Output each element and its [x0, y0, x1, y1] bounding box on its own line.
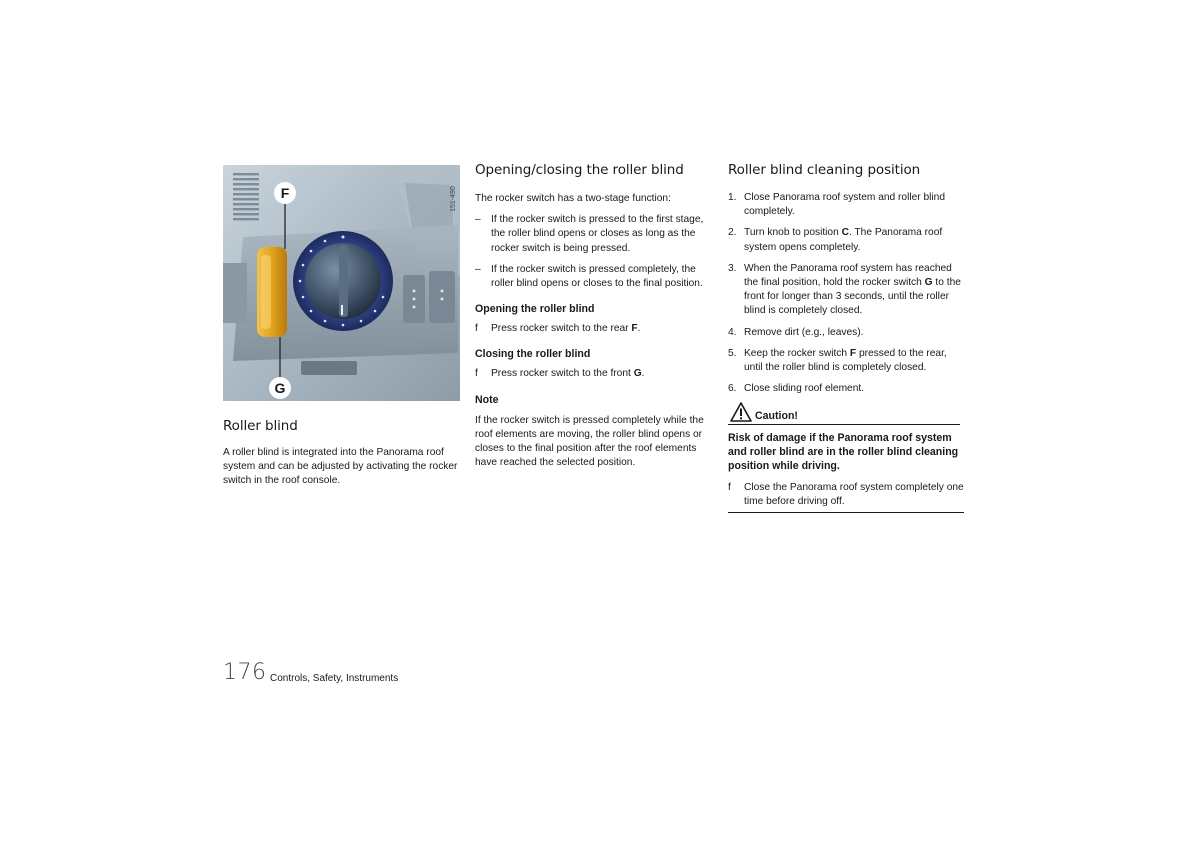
step-item: [728, 382, 964, 396]
step-text: Remove dirt (e.g., leaves).: [744, 326, 864, 338]
label-f: F: [280, 185, 290, 201]
opening-closing-heading: Opening/closing the roller blind: [475, 162, 684, 178]
caution-bottom-rule: [728, 512, 964, 513]
key-g: G: [633, 368, 642, 380]
step-item: [728, 191, 964, 219]
roof-console-photo: [223, 165, 460, 401]
label-g: G: [274, 380, 286, 396]
step-text-end: . The Panorama roof system opens completely.: [744, 227, 943, 253]
instruction-marker: f: [475, 323, 478, 335]
step-text: Turn knob to position: [744, 227, 842, 239]
opening-subheading: Opening the roller blind: [475, 303, 595, 316]
cleaning-position-heading: Roller blind cleaning position: [728, 162, 921, 178]
warning-triangle-icon: [730, 402, 752, 422]
step-item: [728, 347, 964, 375]
opening-text-end: .: [637, 323, 641, 335]
cleaning-steps-list: [728, 191, 964, 396]
step-text: Close sliding roof element.: [744, 383, 865, 395]
roller-blind-heading: Roller blind: [223, 418, 298, 434]
left-column: [223, 418, 460, 489]
closing-text: Press rocker switch to the front: [491, 368, 634, 380]
bullet-text: If the rocker switch is pressed completely, the roller blind opens or closes to the final position.: [491, 263, 703, 290]
bullet-text: If the rocker switch is pressed to the first stage, the roller blind opens or closes as long as the rocker switch is being pressed.: [491, 214, 704, 254]
step-number: 5.: [728, 347, 737, 359]
page-number: 176: [223, 660, 267, 685]
step-item: [728, 326, 964, 340]
step-text-end: to the front for longer than 3 seconds, until the roller blind is completely closed.: [744, 277, 961, 317]
closing-instruction: [475, 367, 713, 381]
instruction-marker: f: [475, 368, 478, 380]
caution-instruction-text: Close the Panorama roof system completely one time before driving off.: [744, 482, 964, 508]
step-text-end: pressed to the rear, until the roller blind is completely closed.: [744, 347, 947, 374]
note-body: If the rocker switch is pressed completely while the roof elements are moving, the roller blind opens or closes to the final position after the roof elements have reached the selected position.: [475, 414, 704, 469]
closing-text-end: .: [641, 368, 645, 380]
step-text: Close Panorama roof system and roller blind completely.: [744, 192, 946, 218]
dash-marker: –: [475, 214, 481, 226]
photo-code: 151-490: [450, 186, 457, 212]
step-number: 6.: [728, 383, 737, 395]
caution-instruction: [728, 481, 964, 509]
step-number: 2.: [728, 227, 737, 239]
instruction-marker: f: [728, 482, 731, 493]
step-key: G: [924, 277, 933, 289]
step-key: F: [849, 347, 857, 359]
roller-blind-body: A roller blind is integrated into the Panorama roof system and can be adjusted by activating the rocker switch in the roof console.: [223, 447, 458, 487]
opening-text: Press rocker switch to the rear: [491, 323, 632, 335]
step-number: 3.: [728, 262, 737, 274]
step-number: 1.: [728, 192, 737, 203]
two-stage-intro: The rocker switch has a two-stage function:: [475, 193, 671, 204]
middle-column: [475, 162, 713, 470]
step-key: C: [841, 227, 849, 239]
step-item: [728, 226, 964, 254]
roof-console-illustration: [223, 165, 460, 401]
stage-bullet-2: [475, 263, 713, 291]
opening-instruction: [475, 322, 713, 336]
closing-subheading: Closing the roller blind: [475, 348, 591, 361]
right-column: [728, 162, 964, 396]
dash-marker: –: [475, 263, 481, 275]
note-heading: Note: [475, 393, 499, 406]
caution-header: [728, 402, 960, 425]
caution-body: [728, 431, 964, 509]
step-text: Keep the rocker switch: [744, 347, 850, 359]
step-number: 4.: [728, 326, 737, 338]
section-title: Controls, Safety, Instruments: [270, 673, 399, 684]
stage-bullet-1: [475, 213, 713, 256]
caution-warning: Risk of damage if the Panorama roof system and roller blind are in the roller blind cleaning position while driving.: [728, 432, 959, 472]
caution-label: Caution!: [755, 410, 798, 422]
step-text: When the Panorama roof system has reached the final position, hold the rocker switch: [744, 262, 952, 289]
step-item: [728, 262, 964, 319]
key-f: F: [631, 323, 638, 335]
